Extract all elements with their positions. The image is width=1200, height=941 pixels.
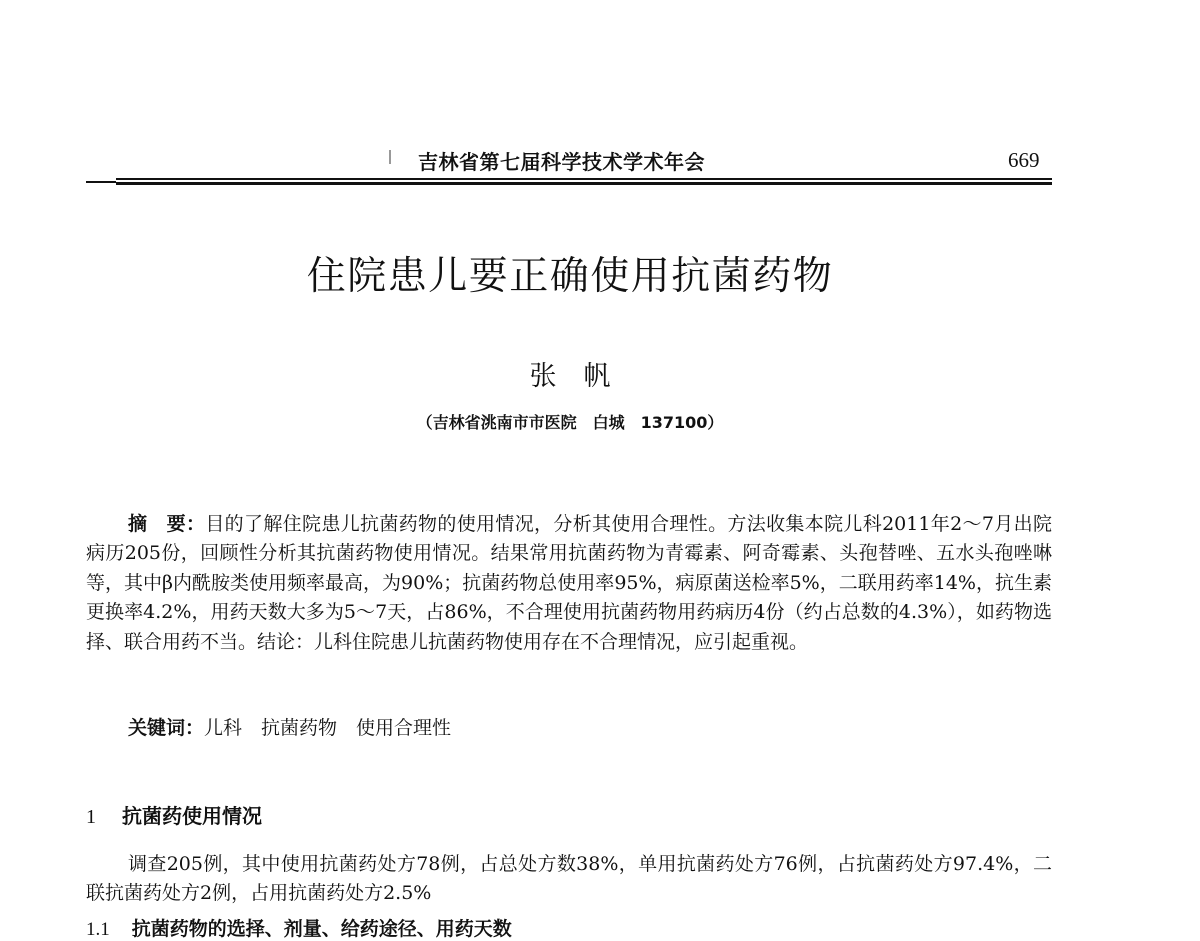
subsection-heading [86,914,512,941]
header-rule-thin [86,178,1052,180]
journal-header: 吉林省第七届科学技术学术年会 [418,150,705,174]
subsection-title: 抗菌药物的选择、剂量、给药途径、用药天数 [131,918,512,940]
abstract [86,510,1052,657]
section-paragraph: 调查205例，其中使用抗菌药处方78例，占总处方数38%，单用抗菌药处方76例，占抗菌药处方97.4%，二联抗菌药处方2例，占用抗菌药处方2.5% [86,853,1052,905]
keywords-label: 关键词： [128,717,205,739]
header-rule-thick [86,182,1052,185]
section-body [86,850,1052,909]
abstract-paragraph [86,510,1052,657]
subsection-number: 1.1 [86,919,110,940]
abstract-text: 目的了解住院患儿抗菌药物的使用情况，分析其使用合理性。方法收集本院儿科2011年2～7月出院病历205份，回顾性分析其抗菌药物使用情况。结果常用抗菌药物为青霉素、阿奇霉素、头孢替唑、五水头孢唑啉等，其中β内酰胺类使用频率最高，为90%；抗菌药物总使用率95%，病原菌送检率5%，二联用药率14%，抗生素更换率4.2%，用药天数大多为5～7天，占86%，不合理使用抗菌药物用药病历4份（约占总数的4.3%），如药物选择、联合用药不当。结论：儿科住院患儿抗菌药物使用存在不合理情况，应引起重视。 [86,513,1052,653]
author-name: 张 帆 [529,361,611,392]
section-title: 抗菌药使用情况 [122,804,262,828]
section-heading [86,800,262,829]
keywords [128,713,451,740]
keywords-text: 儿科 抗菌药物 使用合理性 [204,717,452,739]
header-mark [389,150,391,164]
author-affiliation: （吉林省洮南市市医院 白城 137100） [416,413,724,432]
paper-title: 住院患儿要正确使用抗菌药物 [306,254,834,299]
abstract-label: 摘 要： [128,513,206,535]
section-number: 1 [86,806,96,828]
header-rule-stub [86,181,116,183]
page-number: 669 [1008,148,1040,172]
